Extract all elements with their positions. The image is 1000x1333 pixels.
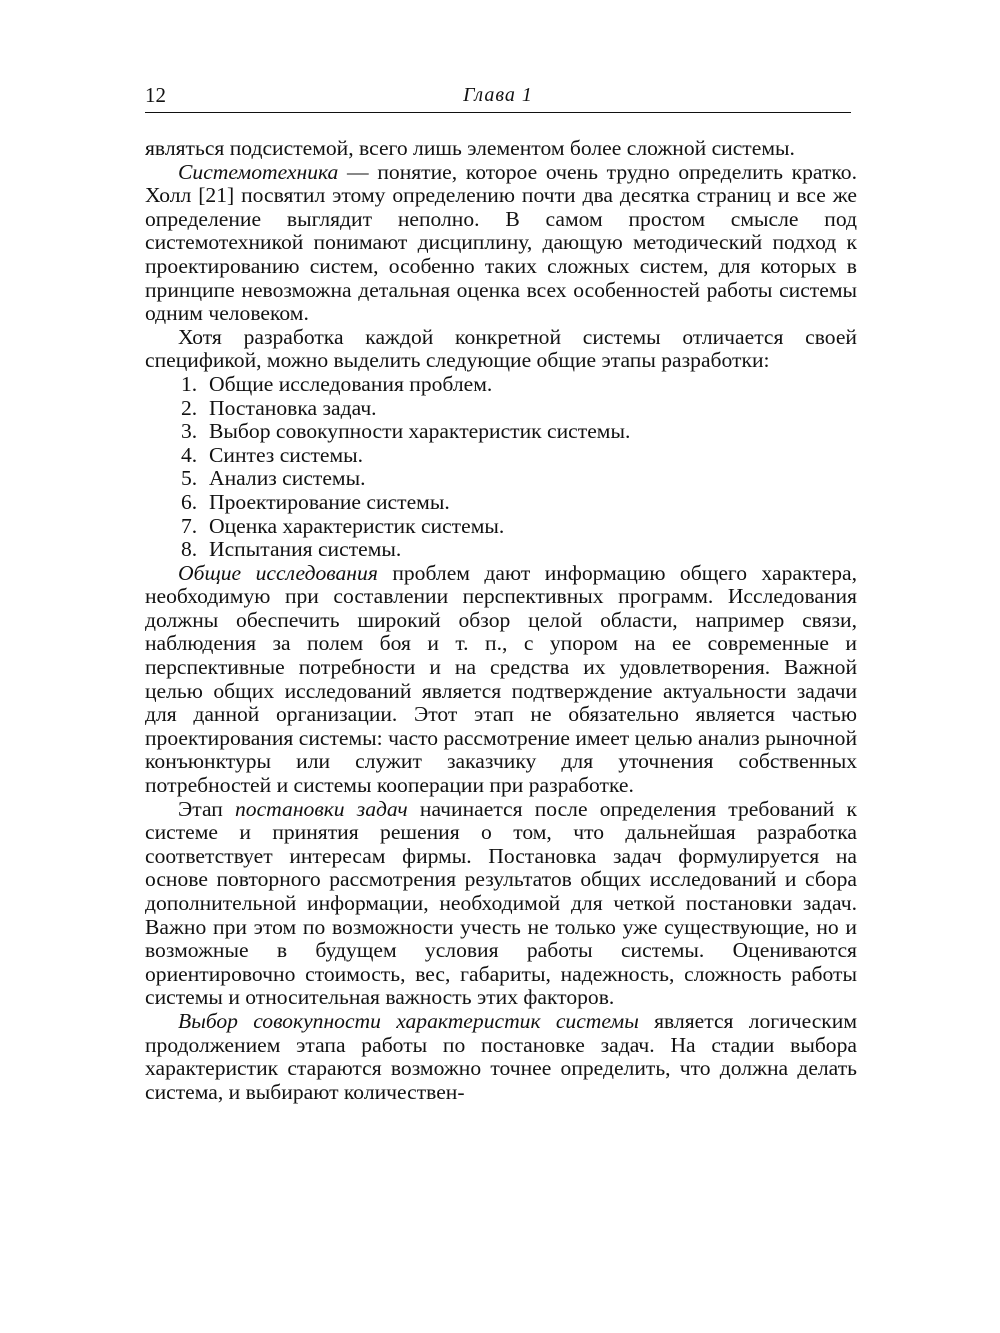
paragraph-characteristics-selection bbox=[145, 1010, 857, 1104]
list-item bbox=[145, 467, 857, 491]
list-item-number: 4. bbox=[181, 442, 198, 467]
paragraph-text: начинается после определения требований к системе и принятия решения о том, что дальнейшая разработка соответствует интересам фирмы. Постановка задач формулируется на основе повторного рассмотрения результатов общих исследований и сбора дополнительной информации, необходимой для четкой постановки задач. Важно при этом по возможности учесть не только уже существующие, но и возможные в будущем условия работы системы. Оцениваются ориентировочно стоимость, вес, габариты, надежность, сложность работы системы и относительная важность этих факторов. bbox=[145, 796, 857, 1010]
term-general-research: Общие исследования bbox=[178, 560, 378, 585]
list-item bbox=[145, 420, 857, 444]
list-item bbox=[145, 538, 857, 562]
list-item-text: Общие исследования проблем. bbox=[209, 371, 493, 396]
paragraph-continuation bbox=[145, 137, 857, 161]
paragraph-stages-intro bbox=[145, 326, 857, 373]
list-item-text: Синтез системы. bbox=[209, 442, 364, 467]
list-item-text: Испытания системы. bbox=[209, 537, 402, 562]
chapter-title: Глава 1 bbox=[463, 84, 533, 106]
list-item-number: 8. bbox=[181, 537, 198, 562]
list-item bbox=[145, 373, 857, 397]
list-item-text: Выбор совокупности характеристик системы. bbox=[209, 419, 631, 444]
body-text bbox=[145, 137, 857, 1104]
paragraph-text: Этап bbox=[178, 796, 235, 821]
paragraph-text: является логическим продолжением этапа работы по постановке задач. На стадии выбора характеристик стараются возможно точнее определить, что должна делать система, и выбирают количествен- bbox=[145, 1008, 857, 1104]
page-header bbox=[145, 82, 851, 113]
stages-list bbox=[145, 373, 857, 562]
list-item-number: 2. bbox=[181, 395, 198, 420]
list-item-text: Анализ системы. bbox=[209, 466, 366, 491]
term-characteristics-selection: Выбор совокупности характеристик системы bbox=[178, 1008, 639, 1033]
list-item-number: 6. bbox=[181, 489, 198, 514]
paragraph-text: являться подсистемой, всего лишь элементом более сложной системы. bbox=[145, 136, 795, 160]
list-item-text: Постановка задач. bbox=[209, 395, 377, 420]
list-item bbox=[145, 491, 857, 515]
paragraph-problem-statement bbox=[145, 798, 857, 1010]
list-item-text: Проектирование системы. bbox=[209, 489, 450, 514]
paragraph-text: проблем дают информацию общего характера, необходимую при составлении перспективных программ. Исследования должны обеспечить широкий обзор целой области, например связи, наблюдения за полем боя и т. п., с упором на ее современные и перспективные потребности и на средства их удовлетворения. Важной целью общих исследований является подтверждение актуальности задачи для данной организации. Этот этап не обязательно является частью проектирования системы: часто рассмотрение имеет целью анализ рыночной конъюнктуры или служит заказчику для уточнения собственных потребностей и системы кооперации при разработке. bbox=[145, 560, 857, 798]
list-item-number: 1. bbox=[181, 371, 198, 396]
paragraph-text: Хотя разработка каждой конкретной системы отличается своей спецификой, можно выделить следующие общие этапы разработки: bbox=[145, 324, 857, 373]
list-item bbox=[145, 515, 857, 539]
list-item-number: 5. bbox=[181, 466, 198, 491]
list-item-number: 7. bbox=[181, 513, 198, 538]
paragraph-systems-engineering bbox=[145, 161, 857, 326]
list-item-text: Оценка характеристик системы. bbox=[209, 513, 505, 538]
list-item bbox=[145, 444, 857, 468]
term-systems-engineering: Системотехника bbox=[178, 159, 339, 184]
list-item-number: 3. bbox=[181, 419, 198, 444]
list-item bbox=[145, 397, 857, 421]
paragraph-general-research bbox=[145, 562, 857, 798]
paragraph-text: — понятие, которое очень трудно определить кратко. Холл [21] посвятил этому определению почти два десятка страниц и все же определение выглядит неполно. В самом простом смысле под системотехникой понимают дисциплину, дающую методический подход к проектированию систем, особенно таких сложных систем, для которых в принципе невозможна детальная оценка всех особенностей работы системы одним человеком. bbox=[145, 159, 857, 326]
page-number: 12 bbox=[145, 83, 166, 107]
term-problem-statement: постановки задач bbox=[234, 796, 408, 821]
